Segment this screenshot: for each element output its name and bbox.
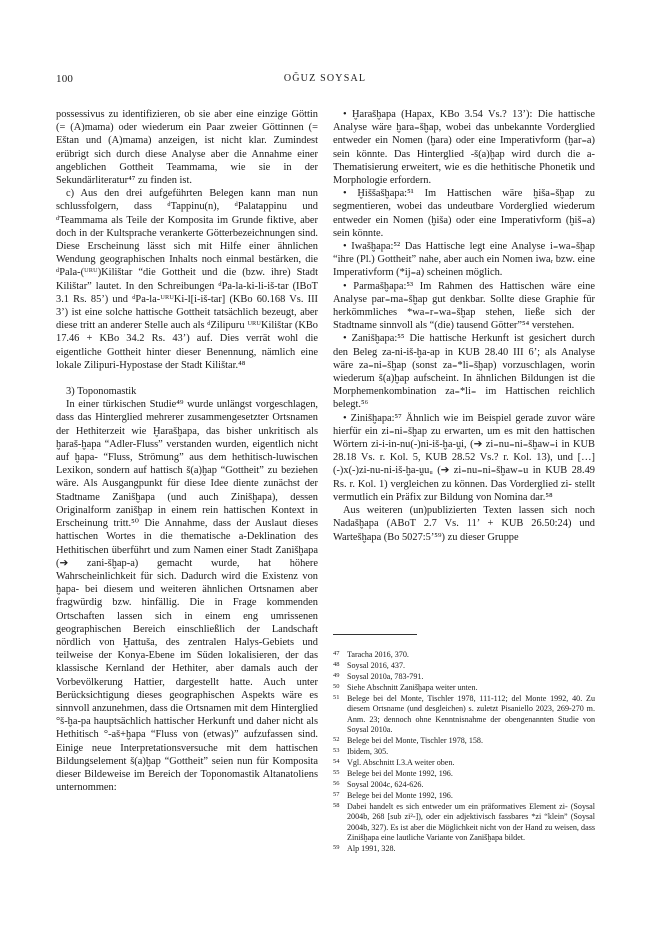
footnote-number: 57 xyxy=(333,791,340,799)
list-item: • Iwašḫapa:⁵² Das Hattische legt eine Analyse i₌wa₌šḫap “ihre (Pl.) Gottheit” nahe, aber auch ein Nomen iwaᵣ bzw. eine Imperativform (*ij₌a) scheinen möglich. xyxy=(333,241,595,279)
paragraph: In einer türkischen Studie⁴⁹ wurde unlängst vorgeschlagen, dass das Hinterglied mehrerer zusammengesetzter Ortsnamen der Hethiterzeit wie Ḫarašḫapa, das bisher unkritisch als ḫaraš-ḫapa “Adler-Fluss” verstanden wurden, eigentlich nicht auf ḫapa- “Fluss, Strömung” aus dem hethitisch-luwischen Lexikon, sondern auf hattisch š(a)ḫap “Gottheit” zu beziehen wäre. Als Ausgangpunkt für diese Idee diente zunächst der Stadtname Zanišḫapa (und auch Zinišḫapa), dessen Originalform zanišḫap in einem rein hattischen Kontext in Erscheinung tritt.⁵⁰ Die Annahme, dass der Auslaut dieses hattischen Wortes in die thematische a-Deklination des Hethitischen überführt und zum Namen einer Stadt Zanišḫapa (➔ zani-šḫap-a) gemacht wurde, hat höhere Wahrscheinlichkeit für sich. Dadurch wird die Existenz von ḫapa- bei diesem und weiteren ähnlichen Ortsnamen aber fragwürdig bzw. hinfällig. Die in Frage kommenden Ortschaften lassen sich in einem eng umrissenen geographischen Bereich einschließlich der Landschaft nördlich von Ḫattuša, des zentralen Halys-Gebiets und teilweise der Konya-Ebene im Süden lokalisieren, der das klassische Kernland der Hethiter, aber damals auch der Vorbevölkerung Hattier, dargestellt hatte. Auch unter Berücksichtigung dieses geographischen Aspekts wäre es sinnvoll anzunehmen, dass die Ortsnamen mit dem Hinterglied °š-ḫa-pa hauptsächlich hattischer Herkunft und daher nicht als Hethitisch °-aš+ḫapa “Fluss von (etwas)” aufzufassen sind. Einige neue Interpretationsversuche mit dem hattischen Bildungselement š(a)ḫap “Gottheit” seien nun für Komposita dieser Bildeweise im Bereich der Toponomastik Altanatoliens unternommen: xyxy=(56,399,318,794)
footnotes xyxy=(333,634,595,854)
footnote-text: Soysal 2016, 437. xyxy=(347,661,406,671)
footnote xyxy=(333,682,595,693)
footnote xyxy=(333,735,595,746)
footnote-text: Belege bei del Monte 1992, 196. xyxy=(347,791,453,801)
footnote-rule xyxy=(333,634,417,635)
list-item: • Parmašḫapa:⁵³ Im Rahmen des Hattischen wäre eine Analyse par₌ma₌šḫap gut denkbar. Sollte diese Graphie für herkömmliches *wa₌r₌wa₌šḫap stehen, ließe sich der Stadtname sinnvoll als “(die) tausend Götter”⁵⁴ verstehen. xyxy=(333,280,595,332)
footnote-number: 51 xyxy=(333,694,340,702)
footnote-number: 54 xyxy=(333,757,340,765)
footnote-text: Belege bei del Monte, Tischler 1978, 158. xyxy=(347,735,484,745)
footnote-text: Taracha 2016, 370. xyxy=(347,650,409,659)
section-heading: 3) Toponomastik xyxy=(66,386,137,398)
footnote xyxy=(333,790,595,801)
page-number: 100 xyxy=(56,73,74,85)
footnote xyxy=(333,671,595,682)
footnote-number: 58 xyxy=(333,802,340,810)
footnote-text: Ibidem, 305. xyxy=(347,746,389,756)
paragraph: c) Aus den drei aufgeführten Belegen kann man nun schlussfolgern, dass ᵈTappinu(n), ᵈPalatappinu und ᵈTeammama als Teile der Komposita im Grunde fiktive, aber doch in der Kultsprache verankerte Götterbezeichnungen sind. Diese Erscheinung lässt sich mit Hilfe einer ähnlichen Wendung geographischen Inhalts noch einmal bestärken, die ᵈPala-(ᵁᴿᵁ)Kilištar “die Gottheit und die (bzw. ihre) Stadt Kilištar” lautet. In den Schreibungen ᵈPa-la-ki-li-iš-tar (IBoT 3.1 Rs. 85’) und ᵈPa-la-ᵁᴿᵁKi-l[i-iš-tar] (KBo 60.168 Vs. III 3’) ist eine solche hattische Gottheit tatsächlich bezeugt, aber diese tritt an anderer Stelle auch als ᵈZilipuru ᵁᴿᵁKilištar (KBo 17.46 + KBo 34.2 Rs. 43’) auf. Dies verrät wohl die eigentliche Gottheit hinter dieser Benennung, nämlich eine lokale Zilipuri-Hypostase der Stadt Kilištar.⁴⁸ xyxy=(56,188,318,371)
footnote xyxy=(333,660,595,671)
right-column xyxy=(333,108,595,544)
list-item: • Zanišḫapa:⁵⁵ Die hattische Herkunft ist gesichert durch den Beleg za-ni-iš-ḫa-ap in KUB 28.40 III 6’; als Analyse wäre za₌ni₌šḫap (sonst za₌*li₌šḫap) vorzuschlagen, worin wiederum š(a)ḫap aufscheint. In ähnlichen Bildungen ist die Morphemenkombination za₌*li₌ im Hattischen reichlich belegt.⁵⁶ xyxy=(333,333,595,411)
running-head: OĞUZ SOYSAL xyxy=(283,73,367,84)
list-item: • Ḫarašḫapa (Hapax, KBo 3.54 Vs.? 13’): Die hattische Analyse wäre ḫara₌šḫap, wobei das unbekannte Vorderglied entweder ein Nomen (ḫara) oder eine Imperativform (ḫar₌a) sein könnte. Das Hinterglied -š(a)ḫap wird durch die a-Thematisierung erweitert, wie es die hethitische Phonetik und Morphologie erfordern. xyxy=(333,109,595,187)
paragraph: possessivus zu identifizieren, ob sie aber eine einzige Göttin (= (A)mama) oder wiederum ein Paar zweier Göttinnen (= Eštan und (A)mama) anzeigen, ist nicht klar. Zumindest erübrigt sich durch diese Analyse aber die Annahme einer angeblichen Gottheit Teammama, wie sie in der Sekundärliteratur⁴⁷ zu finden ist. xyxy=(56,109,318,187)
footnote-number: 53 xyxy=(333,746,340,754)
footnote xyxy=(333,843,595,854)
list-item: • Ḫiššašḫapa:⁵¹ Im Hattischen wäre ḫiša₌šḫap zu segmentieren, wobei das undeutbare Vorderglied wiederum entweder ein Nomen (ḫiša) oder eine Imperativform (ḫiš₌a) sein könnte. xyxy=(333,188,595,239)
footnote xyxy=(333,693,595,734)
footnote-text: Dabei handelt es sich entweder um ein präformatives Element zi- (Soysal 2004b, 268 [sub zi²-]), oder ein adjektivisch fassbares *zi “klein” (Soysal 2004b, 327). Es ist aber die Möglichkeit nicht von der Hand zu weisen, dass Zinišḫapa eine lautliche Variante von Zanišḫapa bildet. xyxy=(347,802,595,842)
footnote-number: 52 xyxy=(333,735,340,743)
footnote-number: 48 xyxy=(333,661,340,669)
footnote-number: 59 xyxy=(333,843,340,851)
footnote-number: 55 xyxy=(333,769,340,777)
footnote xyxy=(333,768,595,779)
footnote-text: Alp 1991, 328. xyxy=(347,843,396,853)
footnote xyxy=(333,779,595,790)
left-column xyxy=(56,108,318,794)
footnote-number: 47 xyxy=(333,650,340,657)
footnote-text: Siehe Abschnitt Zanišḫapa weiter unten. xyxy=(347,683,478,693)
footnote xyxy=(333,757,595,768)
footnote xyxy=(333,649,595,660)
footnote-text: Vgl. Abschnitt I.3.A weiter oben. xyxy=(347,757,455,767)
paragraph: Aus weiteren (un)publizierten Texten lassen sich noch Nadašḫapa (ABoT 2.7 Vs. 11’ + KUB 26.50:24) und Wartešḫapa (Bo 5027:5’⁵⁹) zu dieser Gruppe xyxy=(333,505,595,543)
footnote-number: 50 xyxy=(333,683,340,691)
footnote xyxy=(333,746,595,757)
footnote xyxy=(333,801,595,842)
list-item: • Zinišḫapa:⁵⁷ Ähnlich wie im Beispiel gerade zuvor wäre hierfür ein zi₌ni₌šḫap zu erwarten, um es mit den hattischen Wörtern zi-i-in-nu(-)ni-iš-ḫa-ṷi, (➔ zi₌nu₌ni₌šḫaw₌i in KUB 28.18 Vs. r. Kol. 5, KUB 28.52 Vs.? r. Kol. 13), und […](-)x(-)zi-nu-ni-iš-ḫa-ṷuᵤ (➔ zi₌nu₌ni₌šḫaw₌u in KUB 28.49 Rs. r. Kol. 1) vergleichen zu können. Das Vorderglied zi- stellt vermutlich ein Präfix zur Bildung von Nomina dar.⁵⁸ xyxy=(333,412,595,503)
footnote-text: Belege bei del Monte, Tischler 1978, 111-112; del Monte 1992, 40. Zu diesem Ortsname (und desgleichen) s. zuletzt Pisaniello 2023, 269-270 m. Anm. 23; dennoch ohne Kenntnisnahme der obengenannten Studie von Soysal 2010a. xyxy=(347,694,595,734)
footnote-number: 56 xyxy=(333,780,340,788)
footnote-number: 49 xyxy=(333,672,340,680)
footnote-text: Soysal 2010a, 783-791. xyxy=(347,672,424,682)
footnote-text: Soysal 2004c, 624-626. xyxy=(347,780,424,790)
footnote-text: Belege bei del Monte 1992, 196. xyxy=(347,769,453,779)
